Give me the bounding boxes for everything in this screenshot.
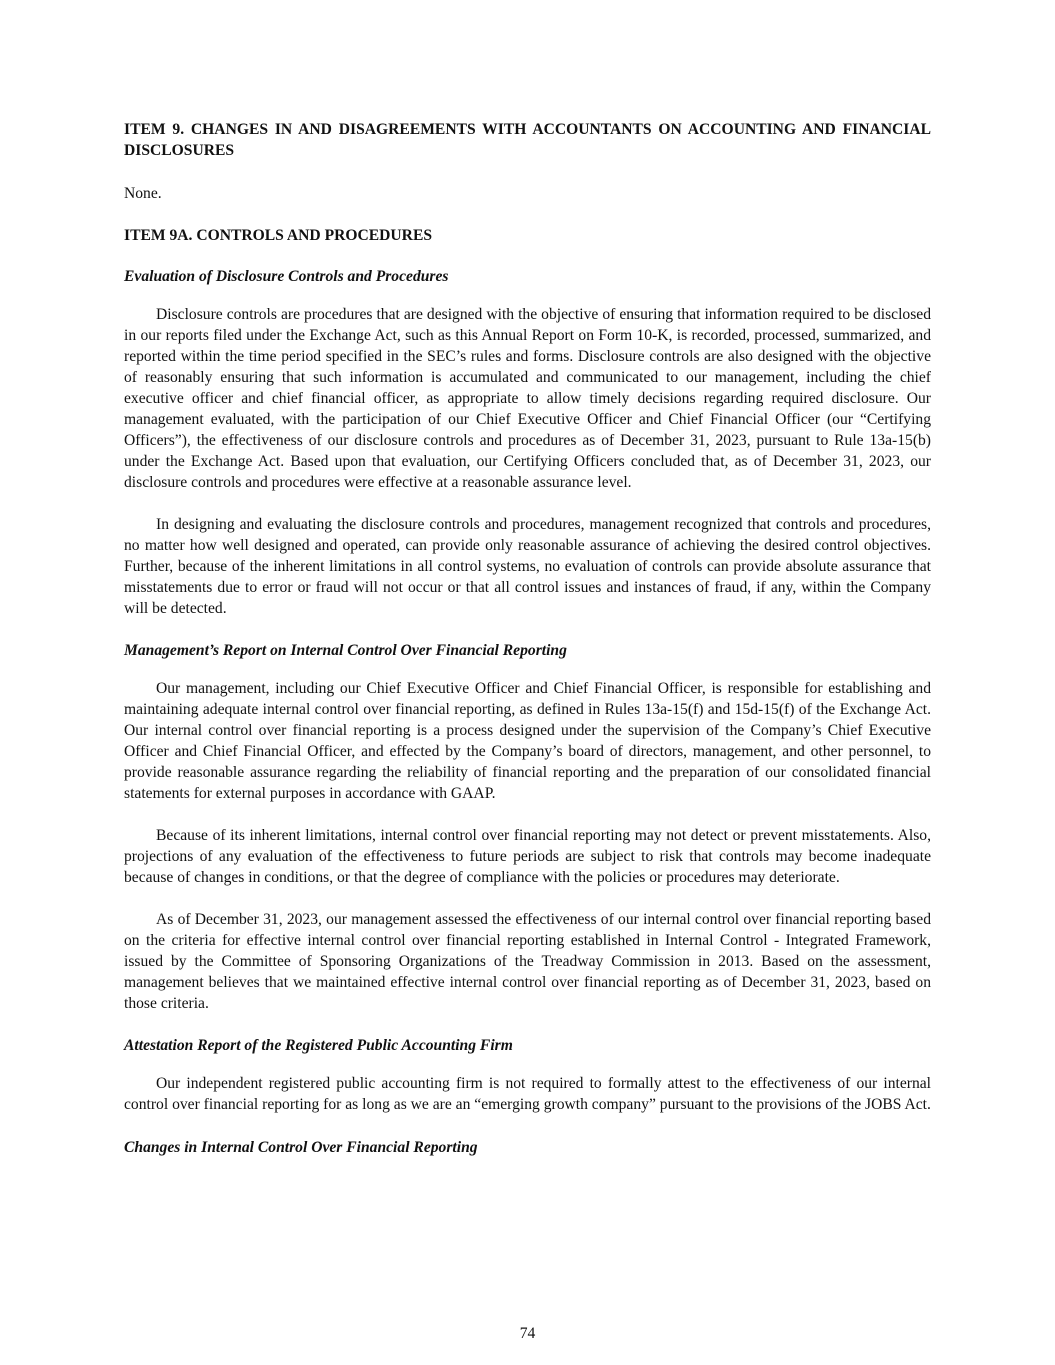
item-9-heading: ITEM 9. CHANGES IN AND DISAGREEMENTS WITH ACCOUNTANTS ON ACCOUNTING AND FINANCIAL DISCLOSURES bbox=[124, 121, 931, 159]
document-page bbox=[124, 119, 931, 1158]
evaluation-paragraph-2: In designing and evaluating the disclosure controls and procedures, management recognized that controls and procedures, no matter how well designed and operated, can provide only reasonable assurance of achieving the desired control objectives. Further, because of the inherent limitations in all control systems, no evaluation of controls can provide absolute assurance that misstatements due to error or fraud will not occur or that all control issues and instances of fraud, if any, within the Company will be detected. bbox=[124, 516, 931, 617]
page-number: 74 bbox=[519, 1325, 536, 1342]
management-report-subheading: Management’s Report on Internal Control Over Financial Reporting bbox=[124, 642, 567, 659]
evaluation-paragraph-1: Disclosure controls are procedures that are designed with the objective of ensuring that information required to be disclosed in our reports filed under the Exchange Act, such as this Annual Report on Form 10-K, is recorded, processed, summarized, and reported within the time period specified in the SEC’s rules and forms. Disclosure controls are also designed with the objective of reasonably ensuring that such information is accumulated and communicated to our management, including the chief executive officer and chief financial officer, as appropriate to allow timely decisions regarding required disclosure. Our management evaluated, with the participation of our Chief Executive Officer and Chief Financial Officer (our “Certifying Officers”), the effectiveness of our disclosure controls and procedures as of December 31, 2023, pursuant to Rule 13a-15(b) under the Exchange Act. Based upon that evaluation, our Certifying Officers concluded that, as of December 31, 2023, our disclosure controls and procedures were effective at a reasonable assurance level. bbox=[124, 306, 931, 491]
management-report-paragraph-2: Because of its inherent limitations, internal control over financial reporting may not detect or prevent misstatements. Also, projections of any evaluation of the effectiveness to future periods are subject to risk that controls may become inadequate because of changes in conditions, or that the degree of compliance with the policies or procedures may deteriorate. bbox=[124, 827, 931, 886]
management-report-paragraph-3: As of December 31, 2023, our management assessed the effectiveness of our internal control over financial reporting based on the criteria for effective internal control over financial reporting established in Internal Control - Integrated Framework, issued by the Committee of Sponsoring Organizations of the Treadway Commission in 2013. Based on the assessment, management believes that we maintained effective internal control over financial reporting as of December 31, 2023, based on those criteria. bbox=[124, 911, 931, 1012]
attestation-paragraph-1: Our independent registered public accounting firm is not required to formally attest to the effectiveness of our internal control over financial reporting for as long as we are an “emerging growth company” pursuant to the provisions of the JOBS Act. bbox=[124, 1075, 931, 1113]
item-9a-heading: ITEM 9A. CONTROLS AND PROCEDURES bbox=[124, 227, 433, 244]
evaluation-subheading: Evaluation of Disclosure Controls and Procedures bbox=[124, 268, 449, 285]
changes-subheading: Changes in Internal Control Over Financial Reporting bbox=[124, 1139, 478, 1156]
attestation-subheading: Attestation Report of the Registered Public Accounting Firm bbox=[124, 1037, 513, 1054]
management-report-paragraph-1: Our management, including our Chief Executive Officer and Chief Financial Officer, is responsible for establishing and maintaining adequate internal control over financial reporting, as defined in Rules 13a-15(f) and 15d-15(f) of the Exchange Act. Our internal control over financial reporting is a process designed under the supervision of the Company’s Chief Executive Officer and Chief Financial Officer, and effected by the Company’s board of directors, management, and other personnel, to provide reasonable assurance regarding the reliability of financial reporting and the preparation of our consolidated financial statements for external purposes in accordance with GAAP. bbox=[124, 680, 931, 802]
item-9-body: None. bbox=[124, 185, 162, 202]
